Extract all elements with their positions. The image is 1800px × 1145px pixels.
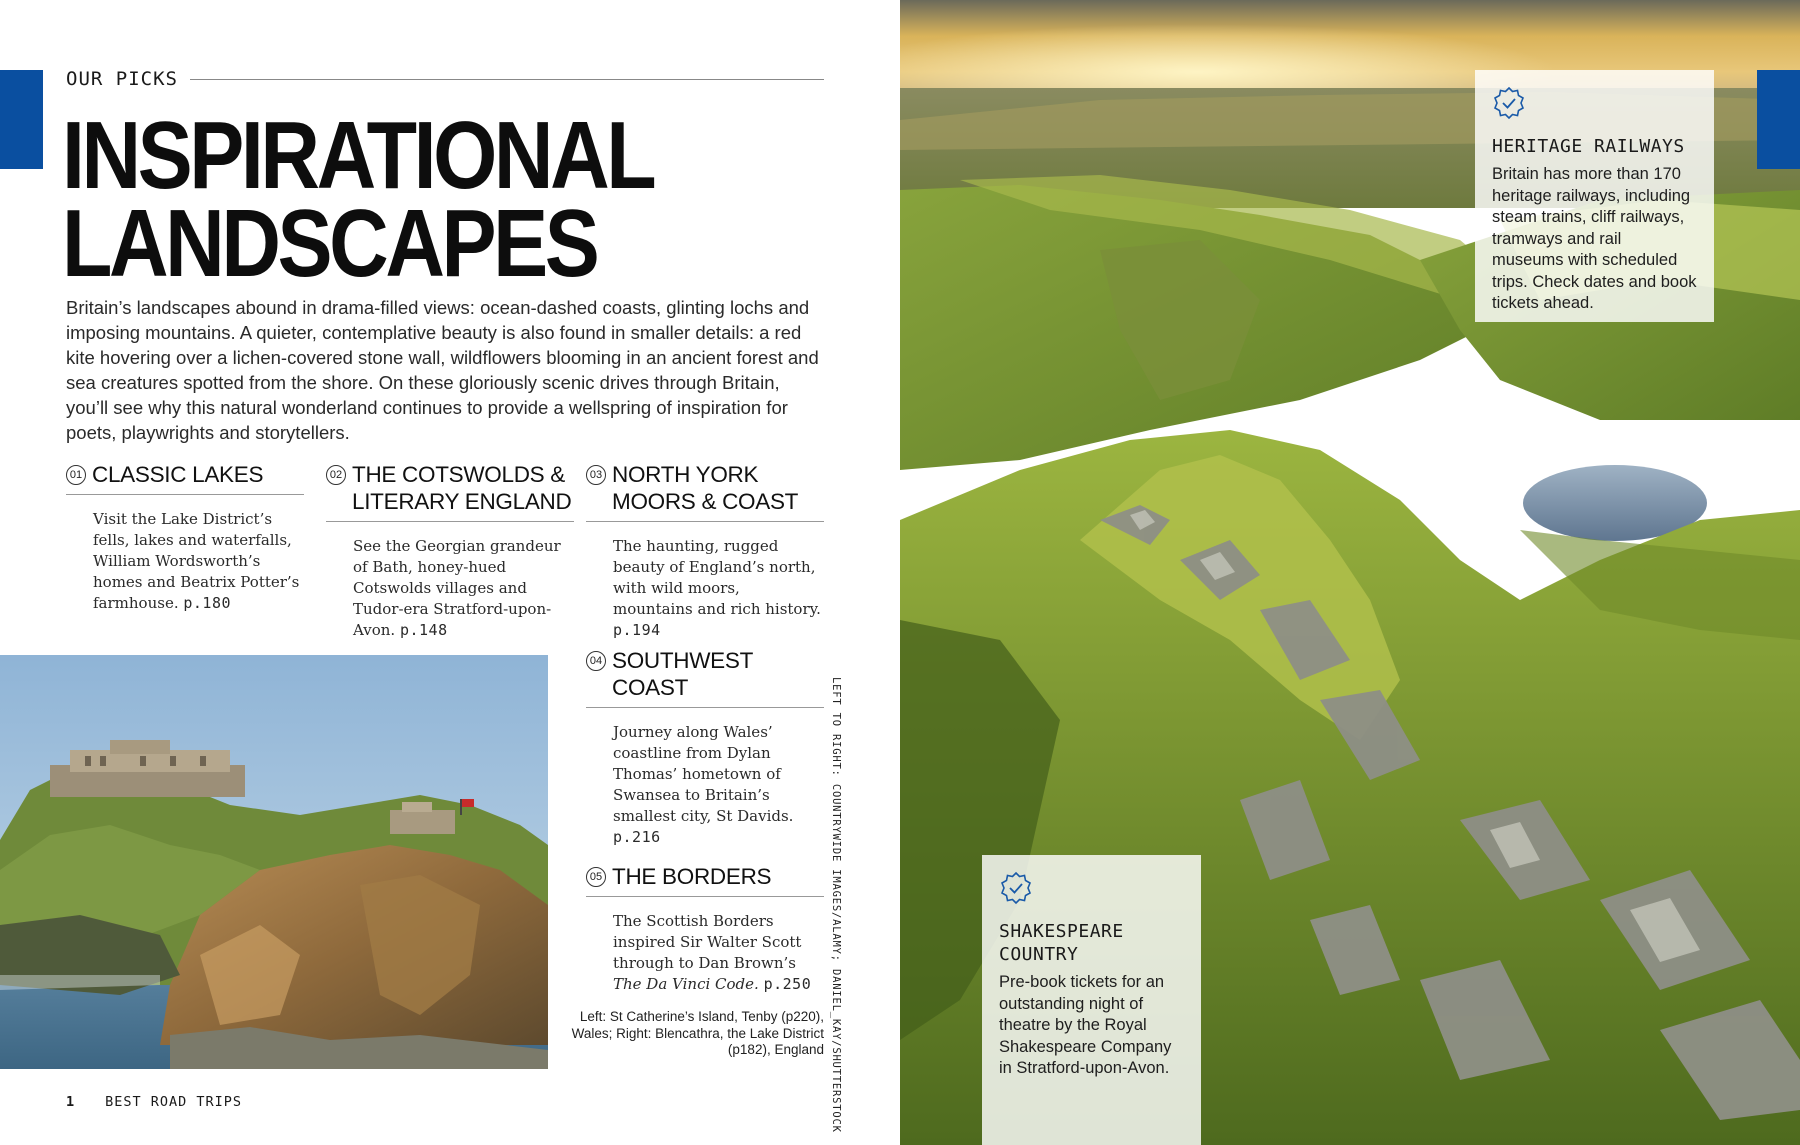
title-line-2: LANDSCAPES [62,190,597,297]
section-kicker [66,68,824,90]
pick-heading [326,461,574,522]
pick-title: SOUTHWEST COAST [612,648,753,700]
sidebar-title: HERITAGE RAILWAYS [1492,136,1685,157]
pick-number-badge: 02 [326,465,346,485]
sidebar-heritage-railways [1475,70,1714,322]
page-reference[interactable]: p.216 [613,828,661,846]
kicker-label: OUR PICKS [66,68,178,90]
page-number: 1 [66,1094,76,1110]
pick-number-badge: 05 [586,867,606,887]
photo-credit [830,677,846,1133]
sidebar-body: Britain has more than 170 heritage railways, including steam trains, cliff railways, tramways and rail museums with scheduled trips. Check dates and book tickets ahead. [1492,165,1697,312]
sidebar-body: Pre-book tickets for an outstanding night of theatre by the Royal Shakespeare Company in Stratford-upon-Avon. [999,973,1172,1077]
section-tab-marker [0,70,43,169]
kicker-rule [190,79,824,80]
title-line-1: INSPIRATIONAL [62,102,654,209]
sidebar-title: SHAKESPEARE COUNTRY [999,921,1124,965]
photo-credit-text: LEFT TO RIGHT: COUNTRYWIDE IMAGES/ALAMY; DANIEL_KAY/SHUTTERSTOCK [830,677,842,1133]
pick-cotswolds [326,461,574,641]
pick-number-badge: 03 [586,465,606,485]
section-tab-marker [1757,70,1800,169]
pick-number-badge: 01 [66,465,86,485]
photo-caption: Left: St Catherine’s Island, Tenby (p220), Wales; Right: Blencathra, the Lake District (p182), England [571,1009,824,1057]
pick-description: The haunting, rugged beauty of England’s north, with wild moors, mountains and rich history. p.194 [613,537,821,639]
pick-heading [586,863,824,897]
pick-description: The Scottish Borders inspired Sir Walter Scott through to Dan Brown’s The Da Vinci Code. p.250 [613,912,812,993]
intro-paragraph: Britain’s landscapes abound in drama-filled views: ocean-dashed coasts, glinting lochs and imposing mountains. A quieter, contemplative beauty is also found in smaller details: a red kite hovering over a lichen-covered stone wall, wildflowers blooming in an ancient forest and sea creatures spotted from the shore. On these gloriously scenic drives through Britain, you’ll see why this natural wonderland continues to provide a wellspring of inspiration for poets, playwrights and storytellers. [66,297,819,443]
photo-st-catherines-island [0,655,548,1069]
pick-heading [586,647,824,708]
pick-title: NORTH YORK MOORS & COAST [612,462,799,514]
pick-title: CLASSIC LAKES [92,462,264,487]
sidebar-shakespeare-country [982,855,1201,1145]
pick-description: Journey along Wales’ coastline from Dylan Thomas’ hometown of Swansea to Britain’s smallest city, St Davids. p.216 [613,723,794,846]
page-title [62,102,716,297]
pick-description: See the Georgian grandeur of Bath, honey-hued Cotswolds villages and Tudor-era Stratford-upon-Avon. p.148 [353,537,561,639]
book-title: The Da Vinci Code. [613,975,759,993]
pick-north-york-moors [586,461,824,641]
pick-southwest-coast [586,647,824,848]
page-reference[interactable]: p.250 [763,975,812,993]
page-reference[interactable]: p.148 [399,621,448,639]
page-folio [66,1094,242,1110]
page-reference[interactable]: p.180 [183,594,232,612]
pick-heading [66,461,304,495]
pick-classic-lakes [66,461,304,614]
pick-title: THE BORDERS [612,864,772,889]
island-illustration [0,655,548,1069]
pick-the-borders [586,863,824,995]
pick-title: THE COTSWOLDS & LITERARY ENGLAND [352,462,572,514]
pick-description: Visit the Lake District’s fells, lakes and waterfalls, William Wordsworth’s homes and Beatrix Potter’s farmhouse. p.180 [93,510,300,612]
pick-number-badge: 04 [586,651,606,671]
page-reference[interactable]: p.194 [613,621,661,639]
checkmark-badge-icon [999,871,1033,905]
pick-heading [586,461,824,522]
checkmark-badge-icon [1492,86,1526,120]
book-title: BEST ROAD TRIPS [105,1094,243,1110]
right-page [900,0,1800,1145]
